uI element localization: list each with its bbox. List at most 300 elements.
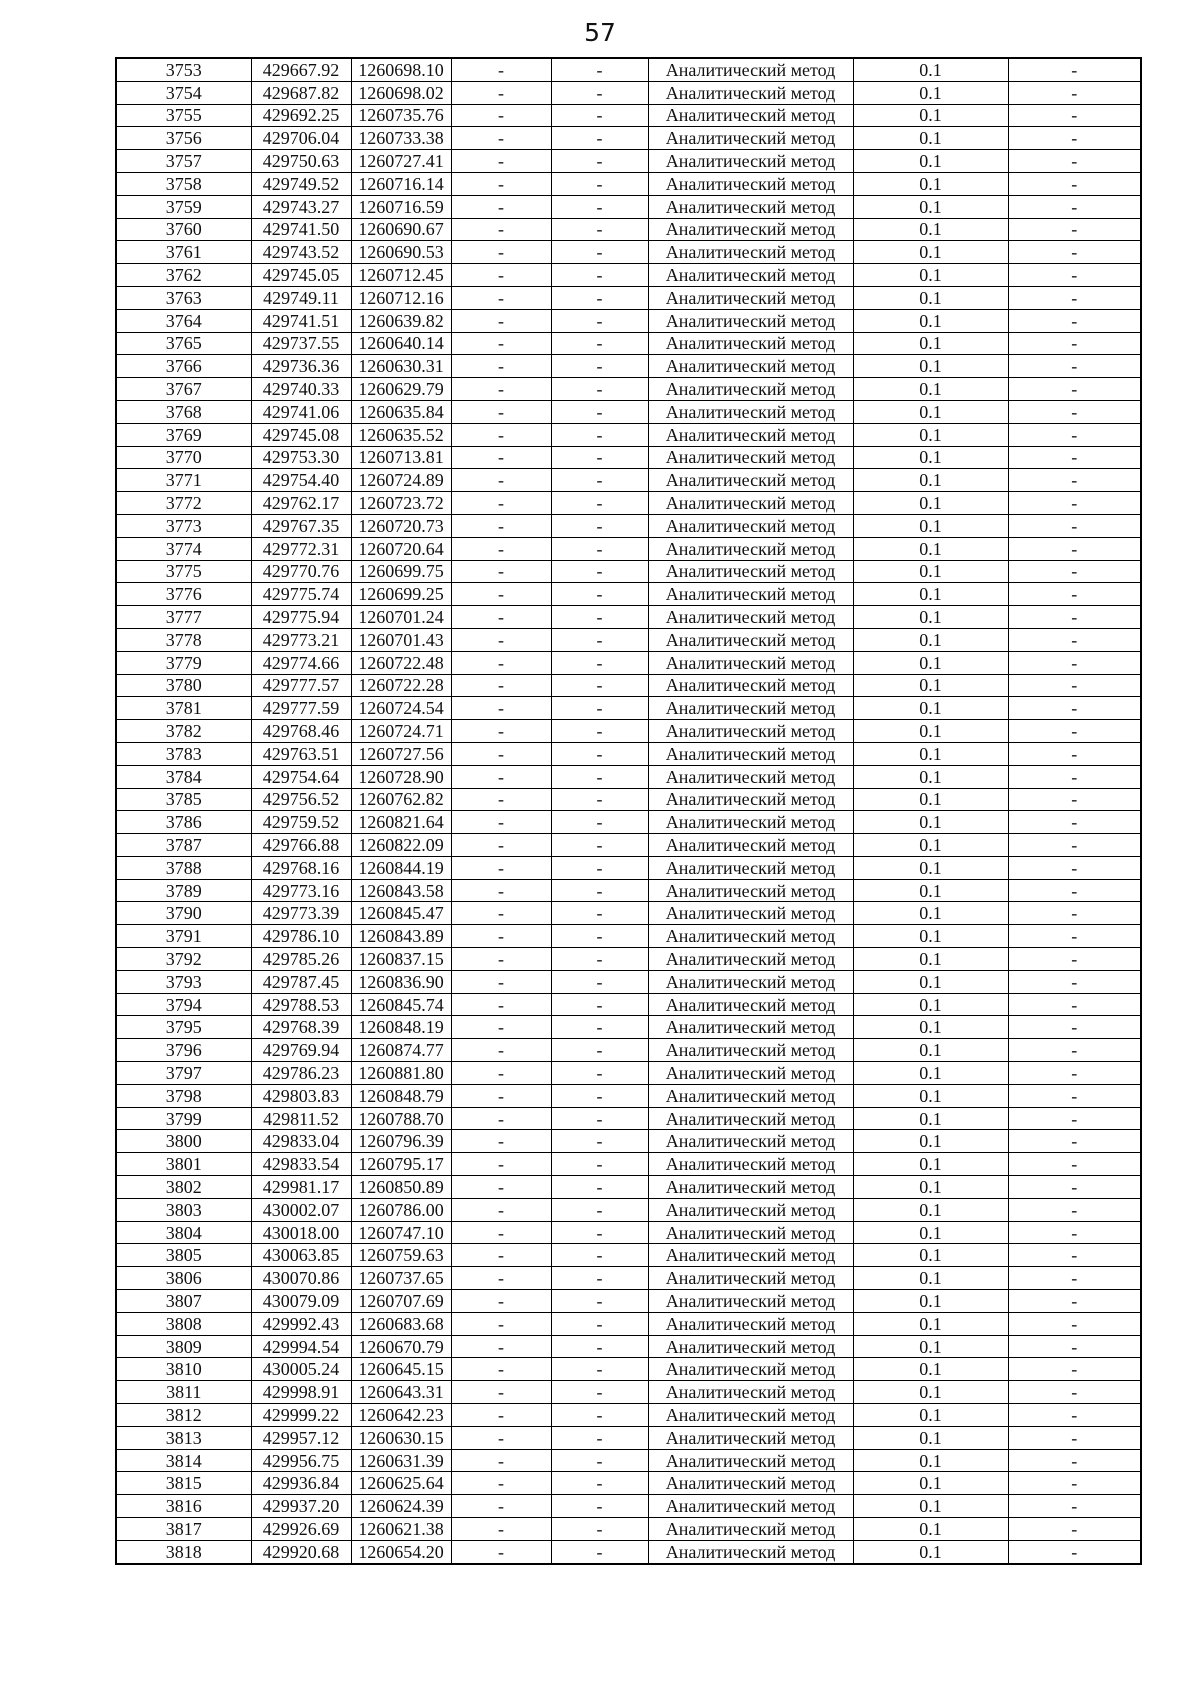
point-number-cell: 3771: [116, 469, 251, 492]
empty-cell-c: -: [1008, 1335, 1141, 1358]
method-cell: Аналитический метод: [648, 560, 853, 583]
table-row: [116, 81, 1141, 104]
y-coordinate-cell: 1260844.19: [351, 856, 451, 879]
empty-cell-c: -: [1008, 241, 1141, 264]
empty-cell-a: -: [451, 1062, 551, 1085]
y-coordinate-cell: 1260630.31: [351, 355, 451, 378]
empty-cell-b: -: [551, 788, 648, 811]
y-coordinate-cell: 1260699.75: [351, 560, 451, 583]
empty-cell-a: -: [451, 1335, 551, 1358]
method-cell: Аналитический метод: [648, 902, 853, 925]
accuracy-cell: 0.1: [853, 1404, 1008, 1427]
empty-cell-a: -: [451, 241, 551, 264]
x-coordinate-cell: 430070.86: [251, 1267, 351, 1290]
y-coordinate-cell: 1260848.79: [351, 1084, 451, 1107]
method-cell: Аналитический метод: [648, 993, 853, 1016]
empty-cell-a: -: [451, 856, 551, 879]
x-coordinate-cell: 429743.27: [251, 195, 351, 218]
accuracy-cell: 0.1: [853, 1426, 1008, 1449]
empty-cell-c: -: [1008, 879, 1141, 902]
point-number-cell: 3809: [116, 1335, 251, 1358]
point-number-cell: 3798: [116, 1084, 251, 1107]
empty-cell-c: -: [1008, 651, 1141, 674]
empty-cell-a: -: [451, 218, 551, 241]
point-number-cell: 3802: [116, 1176, 251, 1199]
point-number-cell: 3780: [116, 674, 251, 697]
empty-cell-b: -: [551, 583, 648, 606]
empty-cell-b: -: [551, 446, 648, 469]
accuracy-cell: 0.1: [853, 742, 1008, 765]
method-cell: Аналитический метод: [648, 606, 853, 629]
empty-cell-a: -: [451, 81, 551, 104]
empty-cell-c: -: [1008, 423, 1141, 446]
empty-cell-a: -: [451, 1312, 551, 1335]
empty-cell-b: -: [551, 1404, 648, 1427]
x-coordinate-cell: 430005.24: [251, 1358, 351, 1381]
method-cell: Аналитический метод: [648, 628, 853, 651]
x-coordinate-cell: 429754.64: [251, 765, 351, 788]
table-row: [116, 1495, 1141, 1518]
y-coordinate-cell: 1260788.70: [351, 1107, 451, 1130]
accuracy-cell: 0.1: [853, 1495, 1008, 1518]
point-number-cell: 3806: [116, 1267, 251, 1290]
empty-cell-a: -: [451, 355, 551, 378]
empty-cell-a: -: [451, 1426, 551, 1449]
empty-cell-c: -: [1008, 514, 1141, 537]
table-row: [116, 560, 1141, 583]
accuracy-cell: 0.1: [853, 1130, 1008, 1153]
accuracy-cell: 0.1: [853, 1335, 1008, 1358]
empty-cell-a: -: [451, 150, 551, 173]
empty-cell-c: -: [1008, 1472, 1141, 1495]
x-coordinate-cell: 429786.10: [251, 925, 351, 948]
table-row: [116, 1244, 1141, 1267]
method-cell: Аналитический метод: [648, 1221, 853, 1244]
y-coordinate-cell: 1260759.63: [351, 1244, 451, 1267]
empty-cell-c: -: [1008, 628, 1141, 651]
empty-cell-c: -: [1008, 674, 1141, 697]
y-coordinate-cell: 1260724.54: [351, 697, 451, 720]
x-coordinate-cell: 429692.25: [251, 104, 351, 127]
method-cell: Аналитический метод: [648, 948, 853, 971]
y-coordinate-cell: 1260712.16: [351, 286, 451, 309]
empty-cell-a: -: [451, 332, 551, 355]
method-cell: Аналитический метод: [648, 514, 853, 537]
y-coordinate-cell: 1260712.45: [351, 264, 451, 287]
empty-cell-b: -: [551, 1518, 648, 1541]
x-coordinate-cell: 429926.69: [251, 1518, 351, 1541]
y-coordinate-cell: 1260843.89: [351, 925, 451, 948]
empty-cell-c: -: [1008, 264, 1141, 287]
table-row: [116, 742, 1141, 765]
x-coordinate-cell: 429773.21: [251, 628, 351, 651]
empty-cell-a: -: [451, 925, 551, 948]
empty-cell-a: -: [451, 423, 551, 446]
point-number-cell: 3763: [116, 286, 251, 309]
point-number-cell: 3753: [116, 58, 251, 81]
accuracy-cell: 0.1: [853, 948, 1008, 971]
method-cell: Аналитический метод: [648, 218, 853, 241]
method-cell: Аналитический метод: [648, 856, 853, 879]
method-cell: Аналитический метод: [648, 742, 853, 765]
y-coordinate-cell: 1260701.24: [351, 606, 451, 629]
method-cell: Аналитический метод: [648, 332, 853, 355]
method-cell: Аналитический метод: [648, 127, 853, 150]
point-number-cell: 3765: [116, 332, 251, 355]
x-coordinate-cell: 429736.36: [251, 355, 351, 378]
point-number-cell: 3773: [116, 514, 251, 537]
x-coordinate-cell: 429920.68: [251, 1540, 351, 1563]
page-number: 57: [584, 18, 616, 47]
empty-cell-a: -: [451, 674, 551, 697]
accuracy-cell: 0.1: [853, 1540, 1008, 1563]
table-row: [116, 150, 1141, 173]
x-coordinate-cell: 429773.16: [251, 879, 351, 902]
x-coordinate-cell: 429788.53: [251, 993, 351, 1016]
y-coordinate-cell: 1260723.72: [351, 492, 451, 515]
empty-cell-c: -: [1008, 378, 1141, 401]
empty-cell-c: -: [1008, 765, 1141, 788]
method-cell: Аналитический метод: [648, 446, 853, 469]
method-cell: Аналитический метод: [648, 150, 853, 173]
empty-cell-c: -: [1008, 492, 1141, 515]
table-row: [116, 902, 1141, 925]
y-coordinate-cell: 1260724.89: [351, 469, 451, 492]
empty-cell-c: -: [1008, 1176, 1141, 1199]
empty-cell-b: -: [551, 1062, 648, 1085]
table-row: [116, 1358, 1141, 1381]
y-coordinate-cell: 1260747.10: [351, 1221, 451, 1244]
method-cell: Аналитический метод: [648, 1130, 853, 1153]
empty-cell-c: -: [1008, 1495, 1141, 1518]
empty-cell-a: -: [451, 469, 551, 492]
empty-cell-a: -: [451, 560, 551, 583]
empty-cell-a: -: [451, 948, 551, 971]
table-row: [116, 1472, 1141, 1495]
empty-cell-c: -: [1008, 1107, 1141, 1130]
table-row: [116, 1518, 1141, 1541]
empty-cell-b: -: [551, 195, 648, 218]
y-coordinate-cell: 1260635.84: [351, 400, 451, 423]
empty-cell-c: -: [1008, 1381, 1141, 1404]
accuracy-cell: 0.1: [853, 104, 1008, 127]
table-row: [116, 1404, 1141, 1427]
y-coordinate-cell: 1260796.39: [351, 1130, 451, 1153]
method-cell: Аналитический метод: [648, 1312, 853, 1335]
method-cell: Аналитический метод: [648, 651, 853, 674]
table-row: [116, 970, 1141, 993]
y-coordinate-cell: 1260786.00: [351, 1198, 451, 1221]
y-coordinate-cell: 1260724.71: [351, 720, 451, 743]
empty-cell-c: -: [1008, 1039, 1141, 1062]
point-number-cell: 3756: [116, 127, 251, 150]
accuracy-cell: 0.1: [853, 902, 1008, 925]
method-cell: Аналитический метод: [648, 1198, 853, 1221]
y-coordinate-cell: 1260698.02: [351, 81, 451, 104]
empty-cell-b: -: [551, 628, 648, 651]
point-number-cell: 3813: [116, 1426, 251, 1449]
point-number-cell: 3811: [116, 1381, 251, 1404]
table-row: [116, 993, 1141, 1016]
empty-cell-b: -: [551, 560, 648, 583]
point-number-cell: 3764: [116, 309, 251, 332]
empty-cell-b: -: [551, 856, 648, 879]
empty-cell-b: -: [551, 1153, 648, 1176]
x-coordinate-cell: 429754.40: [251, 469, 351, 492]
x-coordinate-cell: 429833.04: [251, 1130, 351, 1153]
empty-cell-c: -: [1008, 104, 1141, 127]
empty-cell-c: -: [1008, 446, 1141, 469]
empty-cell-a: -: [451, 1016, 551, 1039]
point-number-cell: 3817: [116, 1518, 251, 1541]
method-cell: Аналитический метод: [648, 309, 853, 332]
point-number-cell: 3774: [116, 537, 251, 560]
y-coordinate-cell: 1260624.39: [351, 1495, 451, 1518]
method-cell: Аналитический метод: [648, 355, 853, 378]
y-coordinate-cell: 1260848.19: [351, 1016, 451, 1039]
accuracy-cell: 0.1: [853, 1016, 1008, 1039]
empty-cell-b: -: [551, 1290, 648, 1313]
point-number-cell: 3770: [116, 446, 251, 469]
x-coordinate-cell: 429767.35: [251, 514, 351, 537]
y-coordinate-cell: 1260716.14: [351, 172, 451, 195]
empty-cell-b: -: [551, 925, 648, 948]
x-coordinate-cell: 429759.52: [251, 811, 351, 834]
empty-cell-a: -: [451, 309, 551, 332]
point-number-cell: 3784: [116, 765, 251, 788]
table-row: [116, 492, 1141, 515]
point-number-cell: 3812: [116, 1404, 251, 1427]
point-number-cell: 3783: [116, 742, 251, 765]
point-number-cell: 3776: [116, 583, 251, 606]
accuracy-cell: 0.1: [853, 58, 1008, 81]
table-row: [116, 127, 1141, 150]
x-coordinate-cell: 429786.23: [251, 1062, 351, 1085]
method-cell: Аналитический метод: [648, 1495, 853, 1518]
empty-cell-c: -: [1008, 606, 1141, 629]
empty-cell-b: -: [551, 81, 648, 104]
table-row: [116, 469, 1141, 492]
point-number-cell: 3760: [116, 218, 251, 241]
empty-cell-c: -: [1008, 1153, 1141, 1176]
x-coordinate-cell: 429768.39: [251, 1016, 351, 1039]
empty-cell-c: -: [1008, 218, 1141, 241]
accuracy-cell: 0.1: [853, 560, 1008, 583]
empty-cell-a: -: [451, 1221, 551, 1244]
accuracy-cell: 0.1: [853, 925, 1008, 948]
method-cell: Аналитический метод: [648, 1016, 853, 1039]
empty-cell-b: -: [551, 492, 648, 515]
point-number-cell: 3816: [116, 1495, 251, 1518]
empty-cell-b: -: [551, 104, 648, 127]
empty-cell-a: -: [451, 1244, 551, 1267]
x-coordinate-cell: 429769.94: [251, 1039, 351, 1062]
empty-cell-b: -: [551, 218, 648, 241]
table-body: [116, 58, 1141, 1564]
empty-cell-b: -: [551, 879, 648, 902]
empty-cell-b: -: [551, 1312, 648, 1335]
empty-cell-a: -: [451, 902, 551, 925]
empty-cell-c: -: [1008, 1290, 1141, 1313]
point-number-cell: 3772: [116, 492, 251, 515]
accuracy-cell: 0.1: [853, 674, 1008, 697]
table-row: [116, 697, 1141, 720]
method-cell: Аналитический метод: [648, 720, 853, 743]
accuracy-cell: 0.1: [853, 1084, 1008, 1107]
y-coordinate-cell: 1260850.89: [351, 1176, 451, 1199]
x-coordinate-cell: 429936.84: [251, 1472, 351, 1495]
empty-cell-b: -: [551, 993, 648, 1016]
method-cell: Аналитический метод: [648, 879, 853, 902]
accuracy-cell: 0.1: [853, 423, 1008, 446]
x-coordinate-cell: 429741.06: [251, 400, 351, 423]
empty-cell-c: -: [1008, 309, 1141, 332]
empty-cell-a: -: [451, 58, 551, 81]
x-coordinate-cell: 429992.43: [251, 1312, 351, 1335]
empty-cell-b: -: [551, 1358, 648, 1381]
method-cell: Аналитический метод: [648, 469, 853, 492]
accuracy-cell: 0.1: [853, 150, 1008, 173]
method-cell: Аналитический метод: [648, 264, 853, 287]
empty-cell-b: -: [551, 1198, 648, 1221]
empty-cell-c: -: [1008, 1244, 1141, 1267]
table-row: [116, 1084, 1141, 1107]
accuracy-cell: 0.1: [853, 583, 1008, 606]
empty-cell-c: -: [1008, 1062, 1141, 1085]
empty-cell-c: -: [1008, 469, 1141, 492]
table-row: [116, 309, 1141, 332]
empty-cell-c: -: [1008, 1518, 1141, 1541]
empty-cell-a: -: [451, 1449, 551, 1472]
method-cell: Аналитический метод: [648, 1540, 853, 1563]
empty-cell-b: -: [551, 1039, 648, 1062]
table-row: [116, 606, 1141, 629]
point-number-cell: 3796: [116, 1039, 251, 1062]
point-number-cell: 3814: [116, 1449, 251, 1472]
x-coordinate-cell: 429753.30: [251, 446, 351, 469]
empty-cell-b: -: [551, 58, 648, 81]
method-cell: Аналитический метод: [648, 537, 853, 560]
accuracy-cell: 0.1: [853, 879, 1008, 902]
x-coordinate-cell: 429743.52: [251, 241, 351, 264]
accuracy-cell: 0.1: [853, 811, 1008, 834]
x-coordinate-cell: 429811.52: [251, 1107, 351, 1130]
x-coordinate-cell: 429956.75: [251, 1449, 351, 1472]
empty-cell-c: -: [1008, 720, 1141, 743]
x-coordinate-cell: 429981.17: [251, 1176, 351, 1199]
method-cell: Аналитический метод: [648, 81, 853, 104]
table-row: [116, 856, 1141, 879]
empty-cell-a: -: [451, 195, 551, 218]
empty-cell-c: -: [1008, 948, 1141, 971]
empty-cell-a: -: [451, 1381, 551, 1404]
y-coordinate-cell: 1260843.58: [351, 879, 451, 902]
method-cell: Аналитический метод: [648, 697, 853, 720]
accuracy-cell: 0.1: [853, 172, 1008, 195]
accuracy-cell: 0.1: [853, 1449, 1008, 1472]
point-number-cell: 3782: [116, 720, 251, 743]
point-number-cell: 3797: [116, 1062, 251, 1085]
y-coordinate-cell: 1260670.79: [351, 1335, 451, 1358]
accuracy-cell: 0.1: [853, 1153, 1008, 1176]
empty-cell-a: -: [451, 492, 551, 515]
empty-cell-b: -: [551, 606, 648, 629]
table-row: [116, 948, 1141, 971]
empty-cell-c: -: [1008, 902, 1141, 925]
point-number-cell: 3795: [116, 1016, 251, 1039]
x-coordinate-cell: 429937.20: [251, 1495, 351, 1518]
empty-cell-b: -: [551, 948, 648, 971]
empty-cell-a: -: [451, 1107, 551, 1130]
table-row: [116, 1153, 1141, 1176]
empty-cell-b: -: [551, 1426, 648, 1449]
empty-cell-c: -: [1008, 81, 1141, 104]
point-number-cell: 3808: [116, 1312, 251, 1335]
point-number-cell: 3789: [116, 879, 251, 902]
method-cell: Аналитический метод: [648, 1176, 853, 1199]
coordinates-table: [115, 57, 1142, 1565]
empty-cell-b: -: [551, 514, 648, 537]
y-coordinate-cell: 1260822.09: [351, 834, 451, 857]
table-row: [116, 788, 1141, 811]
empty-cell-b: -: [551, 400, 648, 423]
point-number-cell: 3758: [116, 172, 251, 195]
y-coordinate-cell: 1260722.48: [351, 651, 451, 674]
point-number-cell: 3818: [116, 1540, 251, 1563]
empty-cell-c: -: [1008, 583, 1141, 606]
empty-cell-a: -: [451, 400, 551, 423]
empty-cell-b: -: [551, 537, 648, 560]
empty-cell-b: -: [551, 150, 648, 173]
method-cell: Аналитический метод: [648, 1358, 853, 1381]
accuracy-cell: 0.1: [853, 469, 1008, 492]
empty-cell-c: -: [1008, 1016, 1141, 1039]
empty-cell-b: -: [551, 1176, 648, 1199]
y-coordinate-cell: 1260645.15: [351, 1358, 451, 1381]
table-row: [116, 1312, 1141, 1335]
table-row: [116, 400, 1141, 423]
empty-cell-b: -: [551, 651, 648, 674]
accuracy-cell: 0.1: [853, 765, 1008, 788]
x-coordinate-cell: 429787.45: [251, 970, 351, 993]
y-coordinate-cell: 1260639.82: [351, 309, 451, 332]
table-row: [116, 378, 1141, 401]
empty-cell-a: -: [451, 628, 551, 651]
empty-cell-c: -: [1008, 856, 1141, 879]
x-coordinate-cell: 429763.51: [251, 742, 351, 765]
accuracy-cell: 0.1: [853, 856, 1008, 879]
accuracy-cell: 0.1: [853, 697, 1008, 720]
y-coordinate-cell: 1260640.14: [351, 332, 451, 355]
point-number-cell: 3787: [116, 834, 251, 857]
empty-cell-a: -: [451, 1084, 551, 1107]
y-coordinate-cell: 1260720.64: [351, 537, 451, 560]
x-coordinate-cell: 430002.07: [251, 1198, 351, 1221]
empty-cell-a: -: [451, 1176, 551, 1199]
y-coordinate-cell: 1260629.79: [351, 378, 451, 401]
x-coordinate-cell: 429777.57: [251, 674, 351, 697]
empty-cell-b: -: [551, 970, 648, 993]
accuracy-cell: 0.1: [853, 720, 1008, 743]
accuracy-cell: 0.1: [853, 241, 1008, 264]
empty-cell-a: -: [451, 720, 551, 743]
method-cell: Аналитический метод: [648, 241, 853, 264]
empty-cell-c: -: [1008, 1198, 1141, 1221]
x-coordinate-cell: 429803.83: [251, 1084, 351, 1107]
y-coordinate-cell: 1260707.69: [351, 1290, 451, 1313]
accuracy-cell: 0.1: [853, 378, 1008, 401]
empty-cell-a: -: [451, 286, 551, 309]
